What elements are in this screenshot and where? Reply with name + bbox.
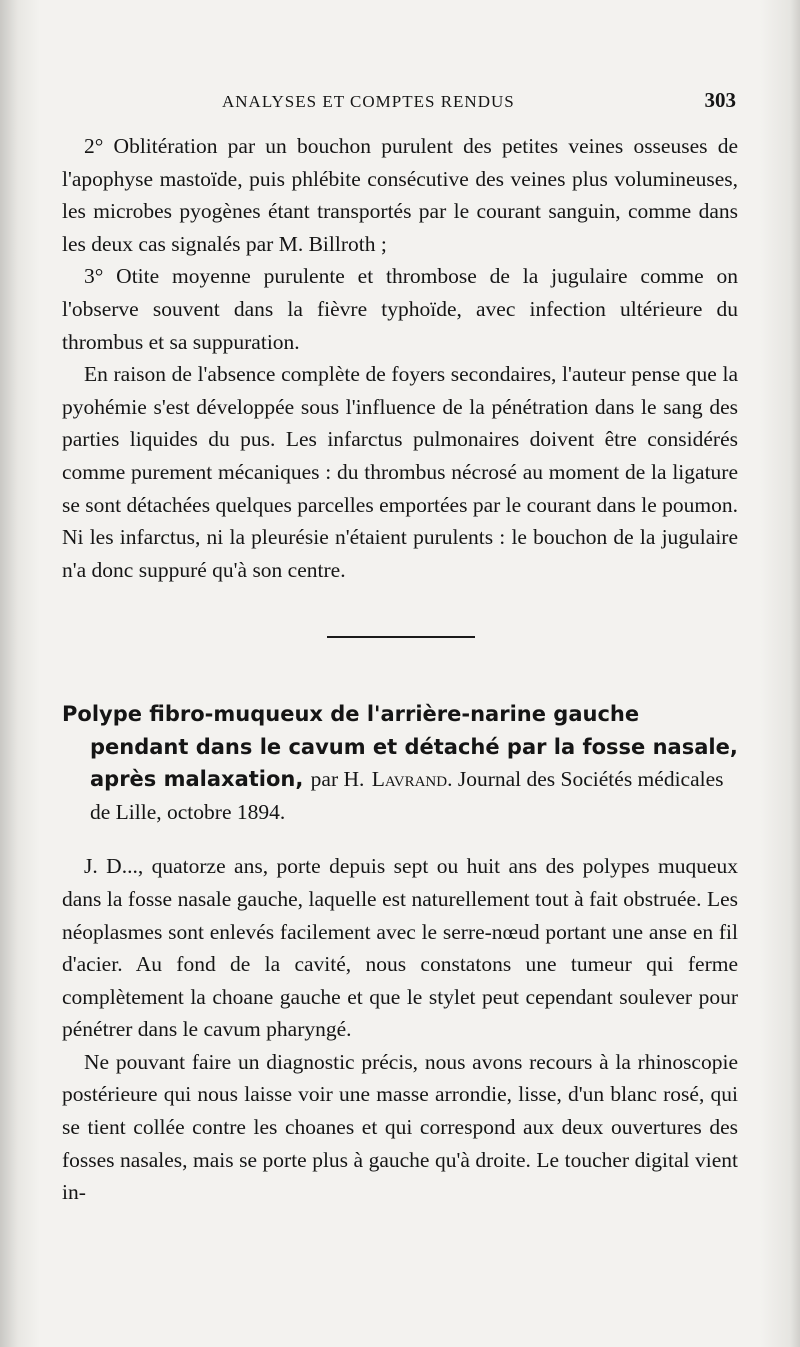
paragraph: J. D..., quatorze ans, porte depuis sept ou huit ans des polypes muqueux dans la fosse nasale gauche, laquelle est naturellement tout à fait obstruée. Les néoplasmes sont enlevés facilement avec le serre-nœud portant une anse en fil d'acier. Au fond de la cavité, nous constatons une tumeur qui ferme complètement la choane gauche et que le stylet peut cependant soulever pour pénétrer dans le cavum pharyngé. (62, 854, 738, 1042)
paragraph: 2° Oblitération par un bouchon purulent des petites veines osseuses de l'apophyse mastoïde, puis phlébite consécutive des veines plus volumineuses, les microbes pyogènes étant transportés par le courant sanguin, comme dans les deux cas signalés par M. Billroth ; (62, 134, 738, 256)
running-title: ANALYSES ET COMPTES RENDUS (222, 92, 515, 111)
page-number: 303 (704, 88, 736, 112)
byline-prefix: par H. (310, 767, 365, 792)
section-divider (327, 636, 475, 638)
section-continued-text (62, 130, 738, 586)
article-journal: . Journal des Sociétés médicales de Lille, octobre 1894. (90, 767, 724, 824)
book-page (62, 88, 738, 1328)
paragraph: Ne pouvant faire un diagnostic précis, nous avons recours à la rhinoscopie postérieure qui nous laisse voir une masse arrondie, lisse, d'un blanc rosé, qui se tient collée contre les choanes et qui correspond aux deux ouvertures des fosses nasales, mais se porte plus à gauche qu'à droite. Le toucher digital vient in- (62, 1049, 738, 1205)
page-header (62, 88, 738, 120)
article-heading (62, 698, 738, 828)
paragraph: 3° Otite moyenne purulente et thrombose de la jugulaire comme on l'observe souvent dans la fièvre typhoïde, avec infection ultérieure du thrombus et sa suppuration. (62, 264, 738, 354)
article-title: Polype fibro-muqueux de l'arrière-narine gauche pendant dans le cavum et détaché par la fosse nasale, après malaxation, (62, 702, 738, 792)
article-body (62, 850, 738, 1209)
paragraph: En raison de l'absence complète de foyers secondaires, l'auteur pense que la pyohémie s'est développée sous l'influence de la pénétration dans le sang des parties liquides du pus. Les infarctus pulmonaires doivent être considérés comme purement mécaniques : du thrombus nécrosé au moment de la ligature se sont détachées quelques parcelles emportées par le courant dans le poumon. Ni les infarctus, ni la pleurésie n'étaient purulents : le bouchon de la jugulaire n'a donc suppuré qu'à son centre. (62, 362, 738, 582)
article-author: Lavrand (371, 767, 448, 792)
